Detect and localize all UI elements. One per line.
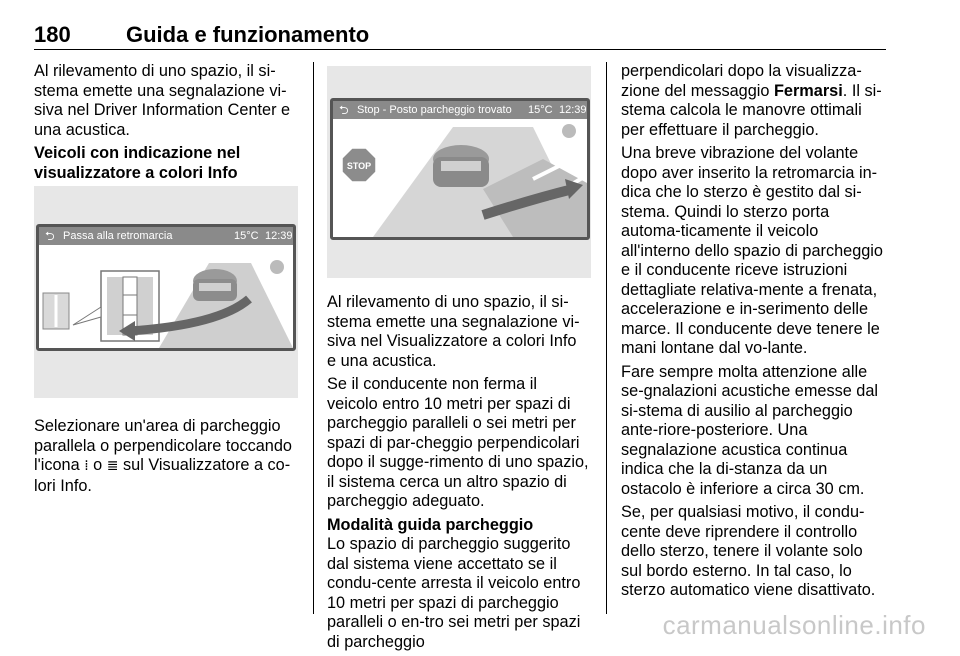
illustration-stop-prompt bbox=[327, 66, 591, 278]
column-1 bbox=[34, 62, 296, 183]
column-3 bbox=[621, 62, 887, 605]
display-status-bar bbox=[39, 227, 293, 245]
column-divider-2 bbox=[606, 62, 607, 614]
column-divider-1 bbox=[313, 62, 314, 614]
paragraph: Lo spazio di parcheggio suggerito dal sistema viene accettato se il condu-cente arresta il veicolo entro 10 metri per spazi di parcheggio paralleli o en-tro sei metri per spazi di parcheggio bbox=[327, 535, 581, 651]
paragraph: Se il conducente non ferma il veicolo entro 10 metri per spazi di parcheggio paralleli o sei metri per spazi di par-cheggio perpendicolari dopo il sugge-rimento di uno spazio, il sistema cerca un altro spazio di parcheggio adeguato. bbox=[327, 375, 589, 510]
info-display-screen bbox=[36, 224, 296, 351]
column-2 bbox=[327, 293, 589, 656]
stop-sign-icon bbox=[341, 147, 377, 183]
display-time: 12:39 bbox=[265, 230, 293, 242]
column-1-lower bbox=[34, 417, 296, 500]
back-arrow-icon: ⮌ bbox=[339, 103, 349, 117]
paragraph-select-area: Selezionare un'area di parcheggio parallela o perpendicolare toccando l'icona ⁞ o ≣ sul Visualizzatore a co-lori Info. bbox=[34, 417, 292, 495]
perpendicular-parking-icon: ≣ bbox=[106, 458, 119, 474]
parking-scene-graphic bbox=[39, 245, 293, 348]
header-rule bbox=[34, 49, 886, 50]
back-arrow-icon: ⮌ bbox=[45, 229, 55, 243]
subheading: Modalità guida parcheggio bbox=[327, 515, 534, 534]
paragraph: Se, per qualsiasi motivo, il condu-cente deve riprendere il controllo dello sterzo, tenere il volante solo sul bordo esterno. In tal caso, lo sterzo automatico viene disattivato. bbox=[621, 503, 876, 599]
info-display-screen bbox=[330, 98, 590, 240]
display-title: Passa alla retromarcia bbox=[63, 230, 173, 242]
page-header bbox=[34, 10, 886, 48]
display-temperature: 15°C bbox=[528, 104, 553, 116]
paragraph: Al rilevamento di uno spazio, il si-stema emette una segnalazione vi-siva nel Visualizzatore a colori Info e una acustica. bbox=[327, 293, 580, 370]
display-title: Stop - Posto parcheggio trovato bbox=[357, 104, 512, 116]
svg-text:STOP: STOP bbox=[346, 161, 372, 171]
section-title: Guida e funzionamento bbox=[126, 22, 370, 47]
parallel-parking-icon: ⁞ bbox=[84, 458, 89, 474]
display-message-term: Fermarsi bbox=[773, 81, 843, 100]
paragraph: Al rilevamento di uno spazio, il si-stema emette una segnalazione vi-siva nel Driver Information Center e una acustica. bbox=[34, 62, 291, 139]
page-number: 180 bbox=[34, 22, 71, 47]
watermark: carmanualsonline.info bbox=[662, 610, 926, 640]
display-status-bar bbox=[333, 101, 587, 119]
paragraph: Una breve vibrazione del volante dopo aver inserito la retromarcia in-dica che lo sterzo è gestito dal si-stema. Quindi lo sterzo porta automa-ticamente il veicolo all'interno dello spazio di parcheggio e il conducente riceve istruzioni dettagliate relativa-mente a frenata, accelerazione e in-serimento delle marce. Il conducente deve tenere le mani lontane dal vo-lante. bbox=[621, 144, 883, 357]
illustration-reverse-prompt bbox=[34, 186, 298, 398]
paragraph: perpendicolari dopo la visualizza-zione del messaggio Fermarsi. Il si-stema calcola le manovre ottimali per effettuare il parcheggio. bbox=[621, 62, 882, 139]
paragraph: Fare sempre molta attenzione alle se-gnalazioni acustiche emesse dal si-stema di ausilio al parcheggio ante-riore-posteriore. Una segnalazione acustica continua indica che la di-stanza da un ostacolo è inferiore a circa 30 cm. bbox=[621, 362, 879, 498]
display-temperature: 15°C bbox=[234, 230, 259, 242]
subheading: Veicoli con indicazione nel visualizzatore a colori Info bbox=[34, 144, 241, 182]
display-time: 12:39 bbox=[559, 104, 587, 116]
